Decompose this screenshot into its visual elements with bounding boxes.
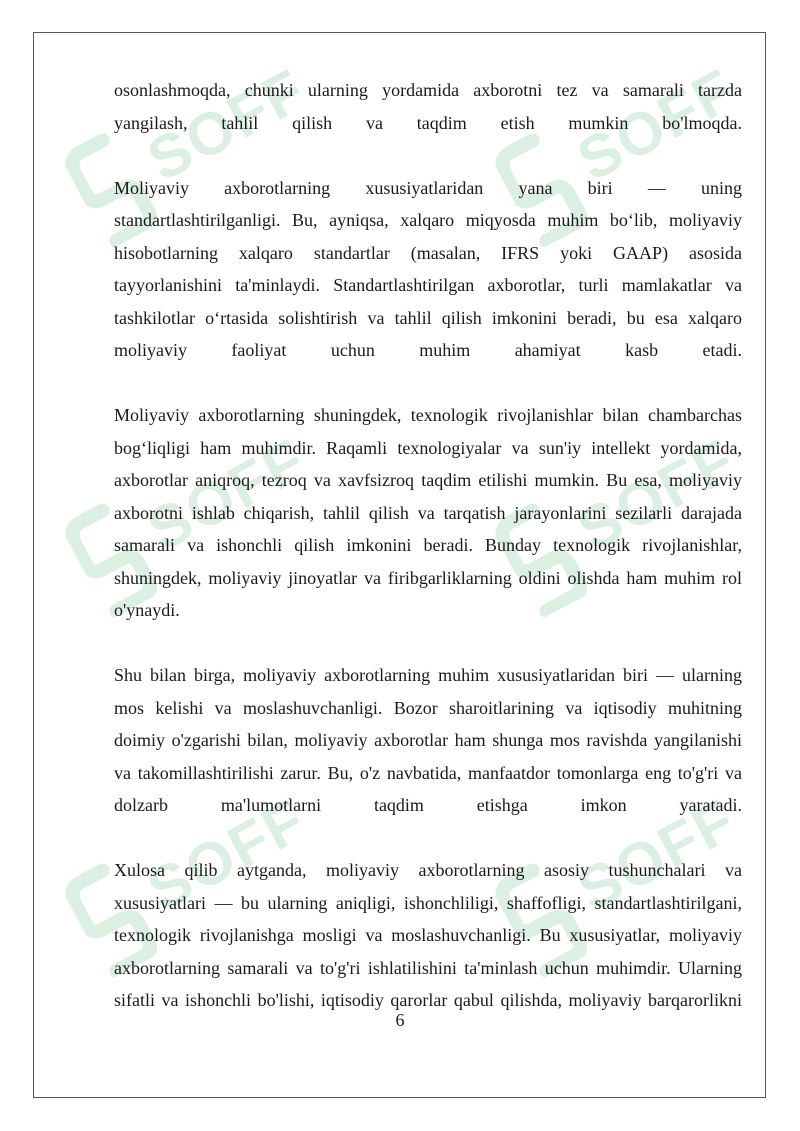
text-line: sifatli va ishonchli bo'lishi, iqtisodiy qarorlar qabul qilishda, moliyaviy barqarorlikni [114, 990, 742, 1010]
text-line: samarali va ishonchli qilish imkonini beradi. Bunday texnologik rivojlanishlar, [114, 535, 742, 555]
text-line: axborotni ishlab chiqarish, tahlil qilish va tarqatish jarayonlarini sezilarli darajada [114, 502, 742, 523]
paragraph [114, 399, 742, 627]
document-body [114, 74, 742, 1017]
text-line: Moliyaviy axborotlarning xususiyatlaridan yana biri — uning [114, 177, 742, 198]
text-line: standartlashtirilganligi. Bu, ayniqsa, xalqaro miqyosda muhim bo‘lib, moliyaviy [114, 210, 742, 230]
text-line: bog‘liqligi ham muhimdir. Raqamli texnologiyalar va sun'iy intellekt yordamida, [114, 437, 742, 458]
text-line: va takomillashtirilishi zarur. Bu, o'z navbatida, manfaatdor tomonlarga eng to'g'ri va [114, 762, 742, 783]
watermark-text: SOFF [566, 425, 747, 564]
watermark-text: SOFF [136, 55, 317, 194]
text-line: o'ynaydi. [114, 600, 180, 620]
text-line: osonlashmoqda, chunki ularning yordamida axborotni tez va samarali tarzda [114, 80, 742, 100]
text-line: tayyorlanishini ta'minlaydi. Standartlashtirilgan axborotlar, turli mamlakatlar va [114, 275, 742, 295]
text-line: shuningdek, moliyaviy jinoyatlar va firibgarliklarning oldini olishda ham muhim rol [114, 567, 742, 588]
text-line: hisobotlarning xalqaro standartlar (masalan, IFRS yoki GAAP) asosida [114, 242, 742, 263]
paragraph [114, 854, 742, 1017]
paragraph [114, 172, 742, 367]
text-line: yangilash, tahlil qilish va taqdim etish mumkin bo'lmoqda. [114, 112, 742, 133]
watermark-text: SOFF [566, 785, 747, 924]
text-line: Shu bilan birga, moliyaviy axborotlarning muhim xususiyatlaridan biri — ularning [114, 665, 742, 685]
text-line: moliyaviy faoliyat uchun muhim ahamiyat kasb etadi. [114, 340, 742, 360]
text-line: texnologik rivojlanishga mosligi va moslashuvchanligi. Bu xususiyatlar, moliyaviy [114, 925, 742, 945]
text-line: dolzarb ma'lumotlarni taqdim etishga imkon yaratadi. [114, 795, 742, 815]
text-line: axborotlarning samarali va to'g'ri ishlatilishini ta'minlash uchun muhimdir. Ularning [114, 957, 742, 978]
text-line: doimiy o'zgarishi bilan, moliyaviy axborotlar ham shunga mos ravishda yangilanishi [114, 730, 742, 750]
text-line: xususiyatlari — bu ularning aniqligi, ishonchliligi, shaffofligi, standartlashtirilgani, [114, 892, 742, 913]
watermark-text: SOFF [136, 785, 317, 924]
text-line: mos kelishi va moslashuvchanligi. Bozor sharoitlarining va iqtisodiy muhitning [114, 697, 742, 718]
text-line: Moliyaviy axborotlarning shuningdek, texnologik rivojlanishlar bilan chambarchas [114, 405, 742, 425]
text-line: Xulosa qilib aytganda, moliyaviy axborotlarning asosiy tushunchalari va [114, 860, 742, 880]
watermark-text: SOFF [136, 425, 317, 564]
page-number: 6 [395, 1010, 405, 1030]
text-line: tashkilotlar o‘rtasida solishtirish va tahlil qilish imkonini beradi, bu esa xalqaro [114, 307, 742, 328]
text-line: axborotlar aniqroq, tezroq va xavfsizroq taqdim etilishi mumkin. Bu esa, moliyaviy [114, 470, 742, 490]
watermark-text: SOFF [566, 55, 747, 194]
paragraph [114, 74, 742, 139]
paragraph [114, 659, 742, 822]
